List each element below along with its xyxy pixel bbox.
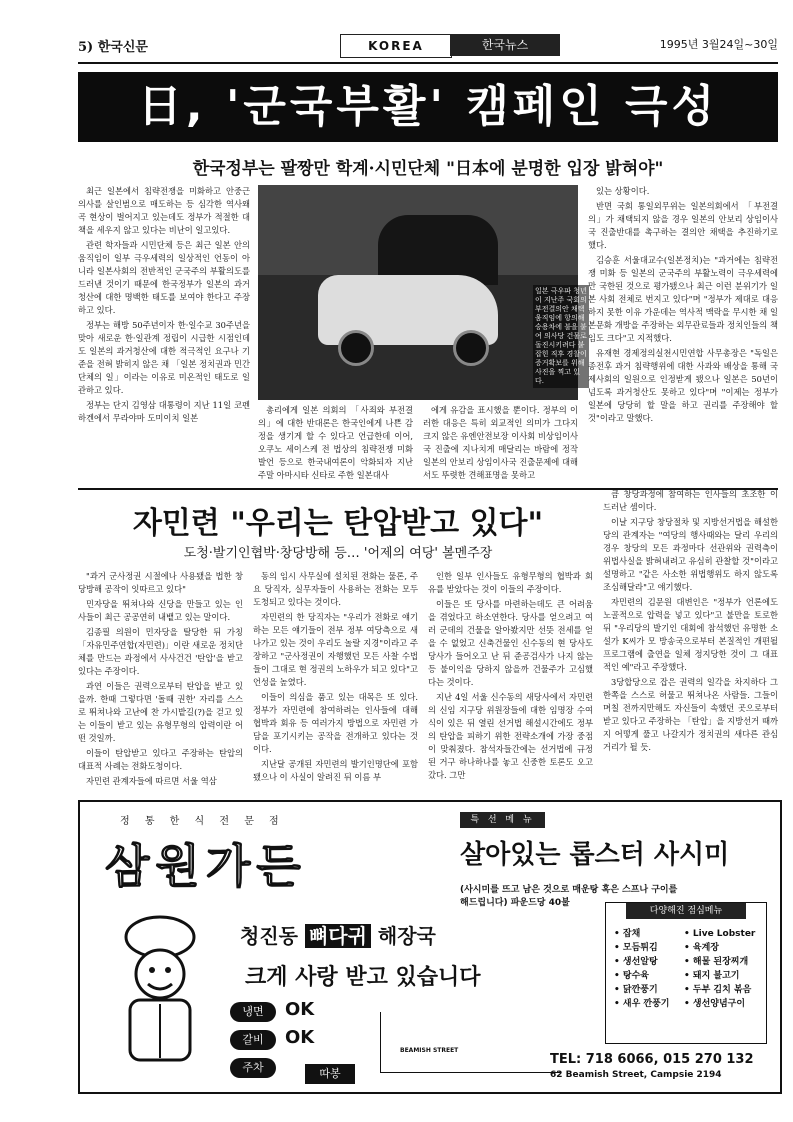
- paragraph: 인한 일부 인사들도 유형무형의 협박과 회유를 받았다는 것이 이들의 주장이다.: [428, 571, 593, 594]
- specialty-prefix: 청진동: [240, 924, 298, 948]
- paragraph: 3당합당으로 잡은 권력의 일각을 차지하다 그 한쪽을 스스로 허물고 뛰쳐나온 사람들. 그들이 며칠 전까지만해도 자신들이 속했던 곳으로부터 받고 있다고 주장하는 「탄압」을 지방선거 때까지 어떻게 풀고 나갈지가 정치권의 새다른 관심거리가 될 듯.: [603, 677, 778, 752]
- paragraph: 김종필 의원이 민자당을 탈당한 뒤 가칭 「자유민주연합(자민련)」이란 새로운 정치단체를 만드는 과정에서 사사건건 '탄압'을 받고 있다는 주장이다.: [78, 627, 243, 676]
- paragraph: 동의 임시 사무실에 설치된 전화는 물론, 주요 당직자, 실무자들이 사용하는 전화는 모두 도청되고 있다는 것이다.: [253, 571, 418, 607]
- item-naengmyeon: 냉면: [230, 1002, 276, 1022]
- menu-item: • 돼지 불고기: [684, 971, 740, 981]
- section-label-ko: 한국뉴스: [450, 34, 560, 56]
- item-ok: OK: [285, 999, 315, 1020]
- paragraph: 있는 상황이다.: [596, 186, 650, 196]
- paragraph: 김승훈 서울대교수(일본정치)는 "과거에는 침략전쟁 미화 등 일본의 군국주의 부활노력이 극우세력에만 국한된 것으로 평가됐으나 최근 이런 분위기가 일본 사회 전체로 번지고 있다"며 "정부가 제대로 대응하지 못한 이유 가운데는 역사적 맥락을 무시한 채 일본문화 개방을 주장하는 외무관료들과 정치인들의 책임도 크다"고 지적했다.: [588, 255, 778, 343]
- restaurant-address: 62 Beamish Street, Campsie 2194: [550, 1070, 722, 1080]
- section-label-en: KOREA: [340, 34, 452, 58]
- lobster-description: (사시미를 뜨고 남은 것으로 매운탕 혹은 스프나 구이를 해드립니다) 파운드당 40불: [460, 885, 678, 908]
- story1-subhead: 한국정부는 팔짱만 학계·시민단체 "日本에 분명한 입장 밝혀야": [192, 159, 664, 179]
- page-header: [78, 30, 778, 64]
- story2-column-1: [78, 570, 243, 790]
- paragraph: 총리에게 일본 의회의 「사죄와 부전결의」에 대한 반대론은 한국인에게 나쁜 감정을 생기게 할 수 있다고 언급한데 이어, 오쿠노 세이스케 전 법상의 침략전쟁 미화발언 등으로 한국내여론이 악화되자 지난 주말 아마시타 신타로 주한 일본대사: [258, 405, 413, 480]
- story1-column-1: [78, 185, 250, 427]
- specialty-highlight: 뼈다귀: [305, 924, 371, 948]
- item-ok: OK: [285, 1027, 315, 1048]
- paragraph: 반면 국회 통일외무위는 일본의회에서 「부전결의」가 채택되지 않을 경우 일본의 안보리 상임이사국 진출반대를 촉구하는 결의안 채택을 추진하기로 했다.: [588, 201, 778, 250]
- menu-item: • 생선알탕: [614, 957, 658, 967]
- paragraph: 정부는 해방 50주년이자 한·일수교 30주년을 맞아 새로운 한·일관계 정립이 시급한 시점인데도 일본의 과거청산에 대한 적극적인 요구나 기준을 전혀 밝히지 않은 채 「일본 정치권과 민간단체의 일」이라는 이유로 미온적인 태도로 일관하고 있다.: [78, 320, 250, 395]
- paragraph: 큼 창당과정에 참여하는 인사들의 초조한 이 드러난 셈이다.: [603, 489, 778, 512]
- menu-item: • 닭깐풍기: [614, 985, 658, 995]
- item-galbi: 갈비: [230, 1030, 276, 1050]
- menu-item: • Live Lobster: [684, 929, 756, 939]
- map-street-label: BEAMISH STREET: [400, 1047, 459, 1054]
- story2-column-2: [253, 570, 418, 786]
- paragraph: 이들이 의심을 품고 있는 대목은 또 있다. 정부가 자민련에 참여하려는 인사들에 대해 협박과 회유 등 여러가지 방법으로 자민련 가담을 포기시키는 공작을 전개하고 있다는 것이다.: [253, 692, 418, 754]
- phone-number: TEL: 718 6066, 015 270 132: [550, 1052, 754, 1067]
- story2-headline: 자민련 "우리는 탄압받고 있다": [132, 506, 544, 541]
- paragraph: 정부는 단지 김영삼 대통령이 지난 11일 코펜하겐에서 무라야마 도미이치 일본: [78, 400, 250, 423]
- newspaper-page: [78, 30, 778, 1090]
- lunch-menu-box: [605, 902, 767, 1044]
- paragraph: 관련 학자들과 시민단체 등은 최근 일본 안의 움직임이 일부 극우세력의 일상적인 언동이 아니라 일본사회의 전반적인 군국주의 부활의도를 드러낸 것이기 때문에 한국정부가 일본의 과거청산에 대한 명백한 태도를 보여야 한다고 주장하고 있다.: [78, 240, 250, 315]
- news-photo: [258, 185, 578, 400]
- paragraph: 유재현 경제정의실천시민연합 사무총장은 "독일은 종전후 과거 침략행위에 대한 사과와 배상을 통해 국제사회의 일원으로 인정받게 됐으나 일본은 50년이 넘도록 과거청산도 못하고 있다"며 "이제는 정부가 일본에 당당히 할 말을 하고 권리를 주장해야 할 것"이라고 말했다.: [588, 348, 778, 423]
- photo-caption: 일본 극우파 청년이 지난주 국회의 부전결의안 채택 움직임에 항의해 승용차에 불을 붙여 의사당 건물로 돌진시키려다 붙잡힌 직후 경찰이 증거확보를 위해 사진을 찍고 있다.: [533, 285, 589, 388]
- story1-column-4: [588, 185, 778, 427]
- paragraph: 자민련 관계자들에 따르면 서울 역삼: [86, 776, 217, 786]
- menu-item: • 잡채: [614, 929, 641, 939]
- menu-item: • 해물 된장찌개: [684, 957, 749, 967]
- menu-item: • 두부 김치 볶음: [684, 985, 752, 995]
- menu-item: • 육계장: [684, 943, 719, 953]
- story2-column-4: [603, 488, 778, 756]
- specialty-line: [240, 920, 436, 949]
- ad-slogan: 크게 사랑 받고 있습니다: [245, 965, 481, 990]
- paragraph: 지난달 공개된 자민련의 발기인명단에 포함됐으나 이 사실이 알려진 뒤 이름 부: [253, 759, 418, 782]
- lobster-sashimi-heading: 살아있는 롭스터 사시미: [460, 840, 730, 870]
- paragraph: 자민련의 김문원 대변인은 "정부가 언론에도 노골적으로 압력을 넣고 있다"고 불만을 토로한 뒤 "우리당의 발기인 대회에 참석했던 유명한 소설가 K씨가 모 방송국으로부터 본질적인 개편될 프로그램에 출연을 일체 정지당한 것이 그 대표적인 예"라고 주장했다.: [603, 597, 778, 672]
- story1-headline: 日, '군국부활' 캠페인 극성: [78, 72, 778, 142]
- menu-list-left: [614, 927, 670, 1011]
- menu-item: • 탕수육: [614, 971, 649, 981]
- paragraph: 자민련의 한 당직자는 "우리가 전화로 얘기하는 모든 얘기들이 전부 정부 여당측으로 새나가고 있는 것이 우리도 놀랄 지경"이라고 주장하고 "군사정권이 자행했던 모든 사찰 수법들이 그대로 현 정권의 노하우가 되고 있다"고 언성을 높였다.: [253, 612, 418, 687]
- paragraph: 이날 지구당 창당절차 및 지방선거법을 해설한 당의 관계자는 "여당의 행사때와는 달리 우리의 경우 창당의 모든 과정마다 선관위와 권력측이 위법사실을 밝혀내려고 유심히 관찰할 것"이라고 설명하고 "같은 사소한 위법행위도 하지 않도록 조심해달라"고 얘기했다.: [603, 517, 778, 592]
- story2-subhead: 도청·발기인협박·창당방해 등… '어제의 여당' 볼멘주장: [183, 546, 493, 561]
- paragraph: 이들은 또 당사를 마련하는데도 큰 어려움을 겪었다고 하소연한다. 당사를 얻으려고 여러 군데의 건물을 알아봤지만 선뜻 전세를 얻을 수 없었고 신축건물인 신수동의 현 당사도 당사가 들어오고 난 뒤 준공검사가 나지 않는 등 불이익을 당하지 않을까 건물주가 고심했다는 것이다.: [428, 599, 593, 687]
- photo-wheel: [338, 330, 374, 366]
- paragraph: "과거 군사정권 시절에나 사용됐을 법한 창당방해 공작이 잇따르고 있다": [78, 571, 243, 594]
- item-parking: 주차: [230, 1058, 276, 1078]
- paragraph: 이들이 탄압받고 있다고 주장하는 탄압의 대표적 사례는 전화도청이다.: [78, 748, 243, 771]
- photo-wheel: [453, 330, 489, 366]
- story1-column-3: [423, 404, 578, 484]
- menu-list-right: [684, 927, 755, 1011]
- issue-date: 1995년 3월24일~30일: [659, 38, 778, 51]
- location-map: [380, 1012, 561, 1073]
- ad-tagline: 정 통 한 식 전 문 점: [120, 816, 285, 827]
- story1-column-2: [258, 404, 413, 484]
- chef-illustration-icon: [100, 912, 220, 1072]
- story2-column-3: [428, 570, 593, 784]
- publication-name: 5) 한국신문: [78, 40, 148, 55]
- restaurant-advertisement: [78, 800, 782, 1094]
- parking-badge: 따봉: [305, 1064, 355, 1084]
- paragraph: 지난 4일 서울 신수동의 새당사에서 자민련의 신임 지구당 위원장들에 대한 임명장 수여식이 있은 뒤 열린 선거법 해설시간에도 정부의 탄압을 피하기 위한 전략소개에 가장 중점이 맞춰졌다. 참석자들간에는 선거법에 규정된 거구 하나하나를 놓고 신중한 토론도 오고갔다. 그만: [428, 692, 593, 780]
- menu-item: • 생선양념구이: [684, 999, 746, 1009]
- paragraph: 최근 일본에서 침략전쟁을 미화하고 안중근 의사를 살인범으로 매도하는 등 심각한 역사왜곡 현상이 벌어지고 있는데도 정부가 적절한 대책을 세우지 않고 있다는 비난이 일고있다.: [78, 186, 250, 235]
- restaurant-name: 삼원가든: [105, 839, 307, 893]
- specialty-suffix: 해장국: [377, 924, 436, 948]
- lunch-menu-title: 다양해진 점심메뉴: [626, 903, 746, 919]
- paragraph: 민자당을 뛰쳐나와 신당을 만들고 있는 인사들이 최근 공공연히 내뱉고 있는 말이다.: [78, 599, 243, 622]
- menu-item: • 모듬튀김: [614, 943, 658, 953]
- paragraph: 과연 이들은 권력으로부터 탄압을 받고 있을까. 한때 그렇다면 '돌때 권한' 자리를 스스로 뛰쳐나와 고난에 찬 가시밭길(?)을 걷고 있는 이들이 받고 있는 유형무형의 압력이란 어떤 것일까.: [78, 681, 243, 743]
- special-menu-badge: 특 선 메 뉴: [460, 812, 545, 828]
- paragraph: 에게 유감을 표시했을 뿐이다. 정부의 이러한 대응은 특히 외교적인 의미가 그다지 크지 않은 유엔안전보장 이사회 비상임이사국 진출에 지나치게 매달리는 바람에 정작 일본의 안보리 상임이사국 진출문제에 대해서도 뚜렷한 견해표명을 못하고: [423, 405, 578, 480]
- menu-item: • 새우 깐풍기: [614, 999, 670, 1009]
